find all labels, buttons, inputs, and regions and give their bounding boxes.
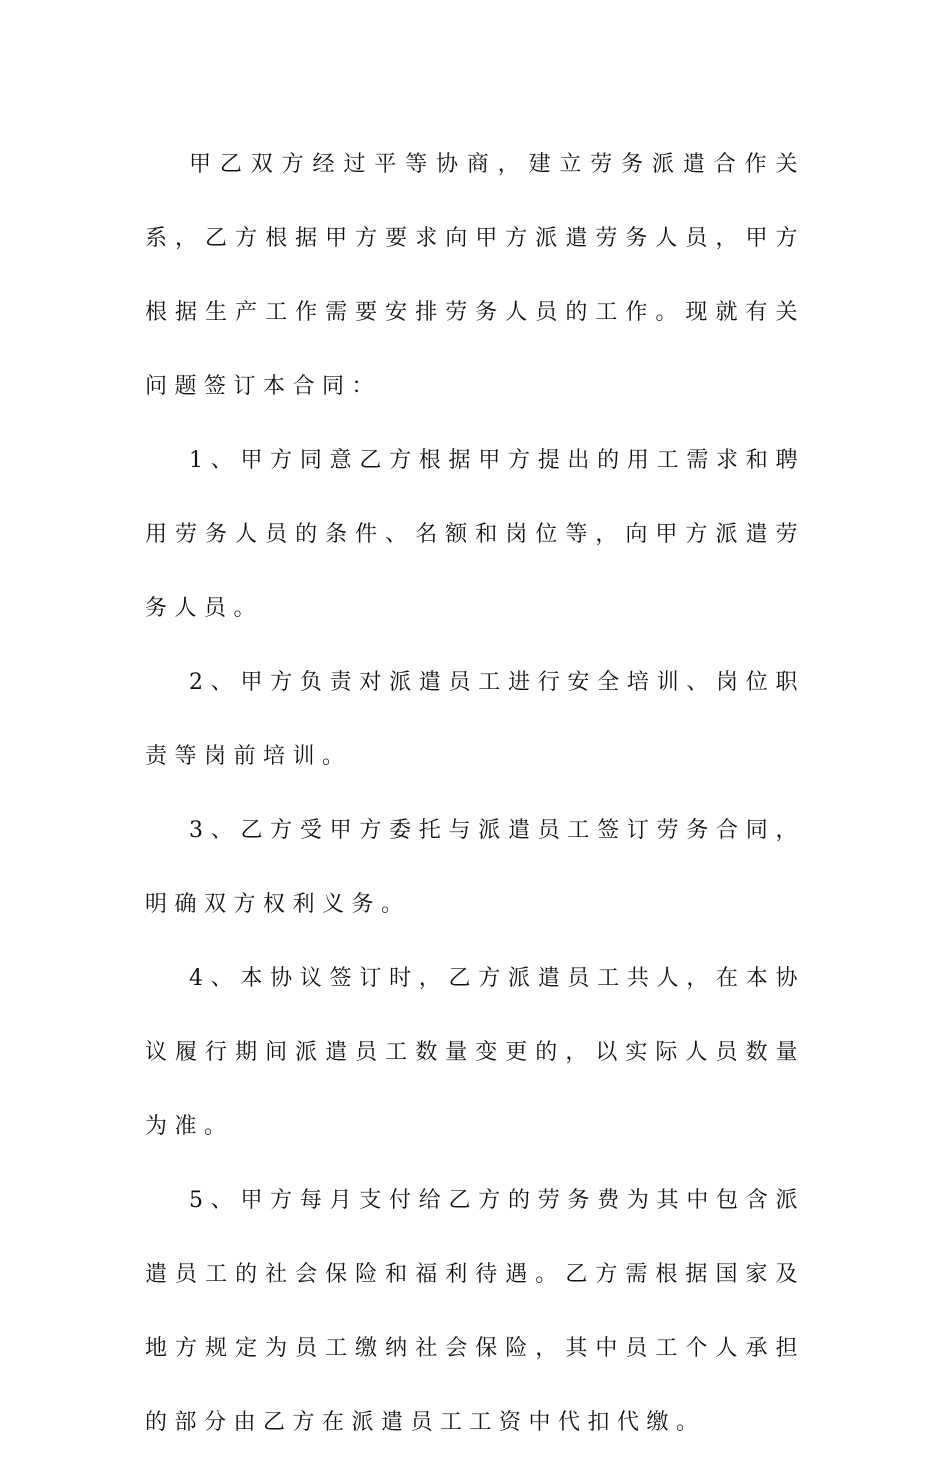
paragraph-clause-1: 1、甲方同意乙方根据甲方提出的用工需求和聘用劳务人员的条件、名额和岗位等，向甲方派遣劳务人员。 [145,448,805,621]
paragraph-clause-2: 2、甲方负责对派遣员工进行安全培训、岗位职责等岗前培训。 [145,670,805,769]
paragraph-clause-5: 5、甲方每月支付给乙方的劳务费为其中包含派遣员工的社会保险和福利待遇。乙方需根据国家及地方规定为员工缴纳社会保险，其中员工个人承担的部分由乙方在派遣员工工资中代扣代缴。 [145,1188,805,1435]
paragraph-clause-4: 4、本协议签订时，乙方派遣员工共人，在本协议履行期间派遣员工数量变更的，以实际人员数量为准。 [145,966,805,1139]
document-body [145,128,805,1460]
paragraph-intro: 甲乙双方经过平等协商，建立劳务派遣合作关系，乙方根据甲方要求向甲方派遣劳务人员，甲方根据生产工作需要安排劳务人员的工作。现就有关问题签订本合同： [145,152,805,399]
paragraph-clause-3: 3、乙方受甲方委托与派遣员工签订劳务合同，明确双方权利义务。 [145,818,805,917]
